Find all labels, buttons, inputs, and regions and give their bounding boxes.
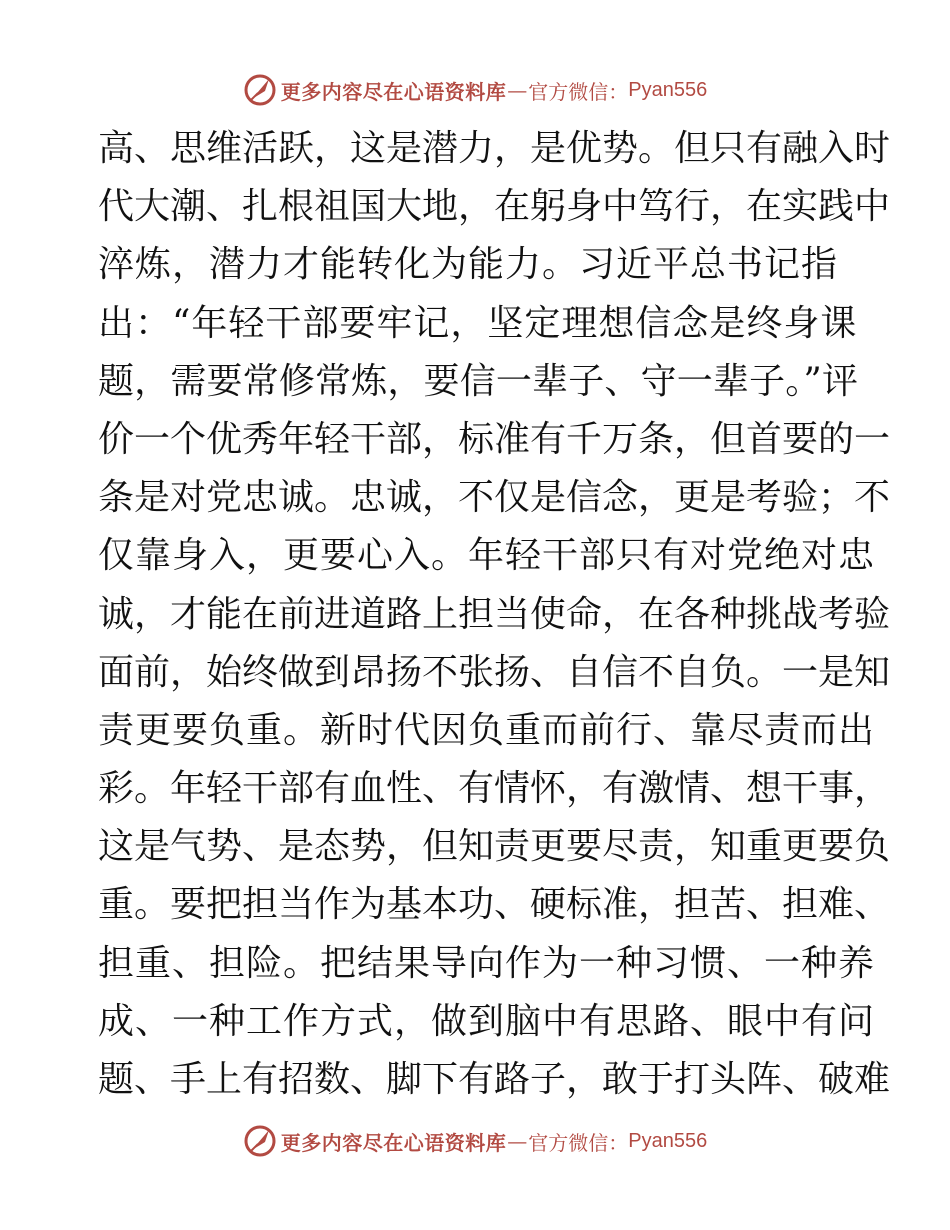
footer-contact-label: 官方微信： [528,1130,629,1155]
body-line: 责更要负重。新时代因负重而前行、靠尽责而出 [98,709,876,751]
header-banner [0,70,950,110]
header-contact-label: 官方微信： [528,79,629,104]
body-line: 仅靠身入，更要心入。年轻干部只有对党绝对忠 [98,535,876,577]
header-separator: — [507,78,528,102]
footer-site-text: 更多内容尽在心语资料库 [280,1130,507,1155]
body-line: 代大潮、扎根祖国大地，在躬身中笃行，在实践中 [98,186,891,228]
document-body [98,120,891,1109]
body-line: 面前，始终做到昂扬不张扬、自信不自负。一是知 [98,651,891,693]
quill-logo-icon [243,1124,277,1158]
body-line: 条是对党忠诚。忠诚，不仅是信念，更是考验；不 [98,477,891,519]
body-line: 成、一种工作方式，做到脑中有思路、眼中有问 [98,1000,876,1042]
header-site-text: 更多内容尽在心语资料库 [280,79,507,104]
body-line: 题，需要常修常炼，要信一辈子、守一辈子。”评 [98,360,858,402]
body-line: 价一个优秀年轻干部，标准有千万条，但首要的一 [98,418,891,460]
body-line: 重。要把担当作为基本功、硬标准，担苦、担难、 [98,884,891,926]
footer-separator: — [507,1129,528,1153]
body-line: 诚，才能在前进道路上担当使命，在各种挑战考验 [98,593,891,635]
body-line: 出：“年轻干部要牢记，坚定理想信念是终身课 [98,302,858,344]
footer-contact-id: Pyan556 [628,1129,708,1152]
footer-banner [0,1121,950,1161]
body-line: 题、手上有招数、脚下有路子，敢于打头阵、破难 [98,1059,891,1100]
body-line: 淬炼，潜力才能转化为能力。习近平总书记指 [98,244,839,286]
header-contact-id: Pyan556 [628,78,708,101]
body-line: 这是气势、是态势，但知责更要尽责，知重更要负 [98,826,891,868]
body-line: 彩。年轻干部有血性、有情怀，有激情、想干事， [98,768,891,810]
body-line: 担重、担险。把结果导向作为一种习惯、一种养 [98,942,876,984]
body-line: 高、思维活跃，这是潜力，是优势。但只有融入时 [98,128,891,169]
quill-logo-icon [243,73,277,107]
